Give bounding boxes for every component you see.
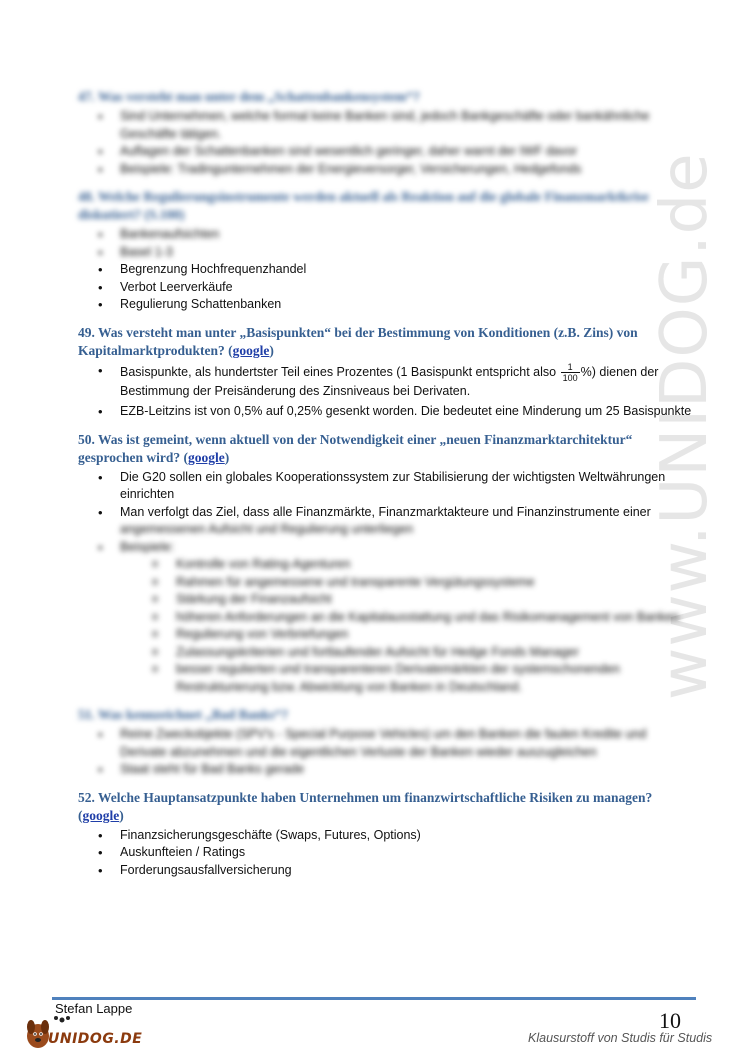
question-48-list xyxy=(78,226,696,314)
google-link[interactable]: google xyxy=(82,807,120,823)
document-body xyxy=(78,88,696,879)
list-item-text: Man verfolgt das Ziel, dass alle Finanzmärkte, Finanzmarktakteure und Finanzinstrumente einer xyxy=(120,504,651,519)
sub-list-item: o besser regulierten und transparenteren Derivatemärkten der systemschonenden Restrukturierung bzw. Abwicklung von Banken in Deutschland. xyxy=(78,661,696,696)
question-47-title: 47. Was versteht man unter dem „Schattenbankensystem“? xyxy=(78,89,420,104)
question-47-list xyxy=(78,108,696,178)
logo-text: UNIDOG.DE xyxy=(48,1031,143,1047)
list-item: • Finanzsicherungsgeschäfte (Swaps, Futures, Options) xyxy=(78,827,696,845)
list-item-text: Auflagen der Schattenbanken sind wesentlich geringer, daher warnt der IWF davor xyxy=(120,144,578,158)
footer-author: Stefan Lappe xyxy=(55,1001,133,1016)
sub-list-item: o Regulierung von Verbriefungen xyxy=(78,626,696,644)
question-50-list xyxy=(78,469,696,697)
question-49-list xyxy=(78,362,696,421)
fraction-numerator: 1 xyxy=(561,362,580,373)
question-49 xyxy=(78,324,696,421)
question-52-list xyxy=(78,827,696,880)
question-51-title: 51. Was kennzeichnet „Bad Banks“? xyxy=(78,707,289,722)
question-49-text: 49. Was versteht man unter „Basispunkten“ bei der Bestimmung von Konditionen (z.B. Zins) von Kapitalmarktprodukten? xyxy=(78,324,638,358)
list-item-text: Basispunkte, als hundertster Teil eines Prozentes (1 Basispunkt entspricht also xyxy=(120,364,557,379)
list-item: • Verbot Leerverkäufe xyxy=(78,279,696,297)
list-item: • Auskunfteien / Ratings xyxy=(78,844,696,862)
question-52 xyxy=(78,789,696,880)
list-item: • Die G20 sollen ein globales Kooperationssystem zur Stabilisierung der wichtigsten Weltwährungen einrichten xyxy=(78,469,696,504)
list-item: • Bankenaufsichten xyxy=(78,226,696,244)
list-item xyxy=(78,362,696,401)
sub-list-item: o höheren Anforderungen an die Kapitalausstattung und das Risikomanagement von Banken xyxy=(78,609,696,627)
list-item: • Beispiele: Tradingunternehmen der Energieversorger, Versicherungen, Hedgefonds xyxy=(78,161,696,179)
fraction xyxy=(561,362,580,383)
question-49-title: 49. Was versteht man unter „Basispunkten“ bei der Bestimmung von Konditionen (z.B. Zins) von Kapitalmarktprodukten? (google) xyxy=(78,324,638,358)
sub-list-item: o Stärkung der Finanzaufsicht xyxy=(78,591,696,609)
list-item: • Reine Zweckobjekte (SPV's - Special Purpose Vehicles) um den Banken die faulen Kredite und Derivate abzunehmen und die eigentlichen Verluste der Banken wieder auszugleichen xyxy=(78,726,696,761)
list-item: • Sind Unternehmen, welche formal keine Banken sind, jedoch Bankgeschäfte oder bankähnliche Geschäfte tätigen. xyxy=(78,108,696,143)
question-50-text: 50. Was ist gemeint, wenn aktuell von der Notwendigkeit einer „neuen Finanzmarktarchitektur“ gesprochen wird? xyxy=(78,431,633,465)
list-item xyxy=(78,143,696,161)
list-item: • Staat steht für Bad Banks gerade xyxy=(78,761,696,779)
question-50-title: 50. Was ist gemeint, wenn aktuell von der Notwendigkeit einer „neuen Finanzmarktarchitektur“ gesprochen wird? (google) xyxy=(78,431,633,465)
google-link[interactable]: google xyxy=(232,342,270,358)
list-item: • EZB-Leitzins ist von 0,5% auf 0,25% gesenkt worden. Die bedeutet eine Minderung um 25 Basispunkte xyxy=(78,403,696,421)
watermark: www.UNIDOG.de xyxy=(648,152,722,700)
google-link[interactable]: google xyxy=(188,449,225,465)
list-item: • Regulierung Schattenbanken xyxy=(78,296,696,314)
question-50 xyxy=(78,431,696,697)
list-item: • Forderungsausfallversicherung xyxy=(78,862,696,880)
list-item: • Begrenzung Hochfrequenzhandel xyxy=(78,261,696,279)
fraction-denominator: 100 xyxy=(562,372,578,383)
list-item-text: angemessenen Aufsicht und Regulierung unterliegen xyxy=(120,522,414,536)
sub-list-item: o Kontrolle von Rating-Agenturen xyxy=(78,556,696,574)
footer-tagline: Klausurstoff von Studis für Studis xyxy=(528,1031,713,1045)
list-item-text: %) dienen der Bestimmung der Preisänderung des Zinsniveaus bei Derivaten. xyxy=(120,364,659,398)
question-48 xyxy=(78,188,696,314)
sub-list-item: o Rahmen für angemessene und transparente Vergütungssysteme xyxy=(78,574,696,592)
sub-list-item: o Zulassungskriterien und fortlaufender Aufsicht für Hedge Fonds Manager xyxy=(78,644,696,662)
question-47 xyxy=(78,88,696,178)
question-48-title: 48. Welche Regulierungsinstrumente werden aktuell als Reaktion auf die globale Finanzmarktkrise diskutiert? (S.100) xyxy=(78,189,649,222)
list-item xyxy=(78,504,696,539)
page-number: 10 xyxy=(659,1008,681,1033)
question-51-list xyxy=(78,726,696,779)
list-item: • Beispiele: xyxy=(78,539,696,557)
question-52-title: 52. Welche Hauptansatzpunkte haben Unternehmen um finanzwirtschaftliche Risiken zu managen? (google) xyxy=(78,789,653,823)
footer-divider xyxy=(52,997,696,1000)
list-item: • Basel 1-3 xyxy=(78,244,696,262)
question-51 xyxy=(78,706,696,779)
question-52-text: 52. Welche Hauptansatzpunkte haben Unternehmen um finanzwirtschaftliche Risiken zu managen? xyxy=(78,789,653,805)
